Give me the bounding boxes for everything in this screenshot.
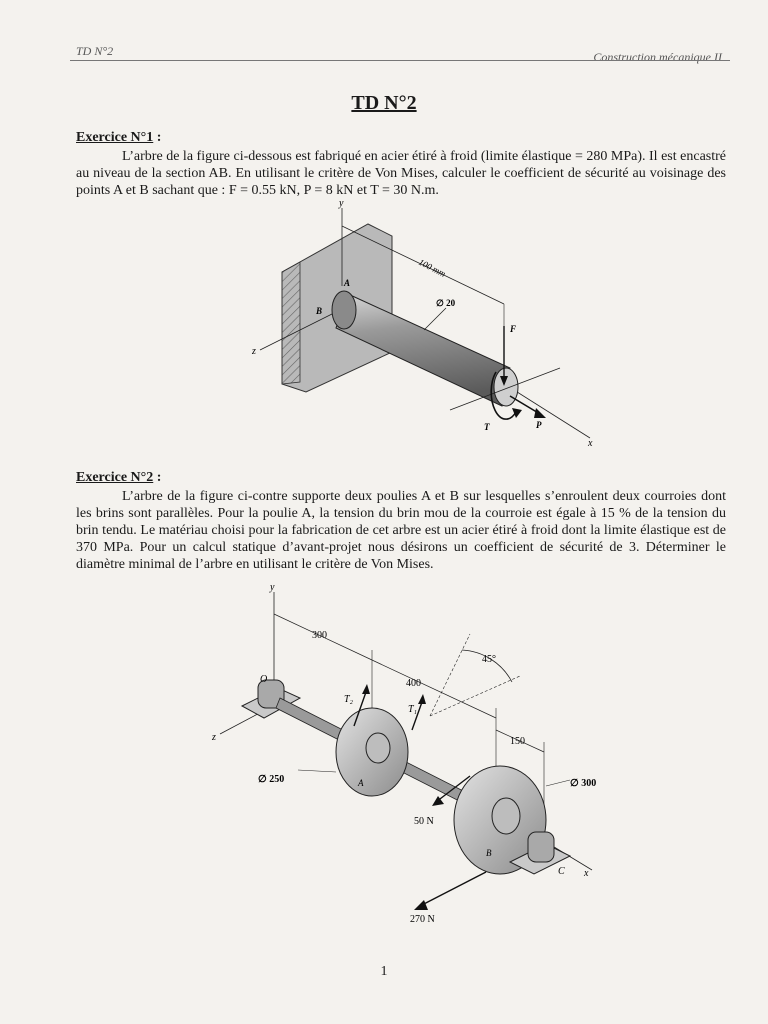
- angle-ref-line2: [430, 676, 520, 716]
- fig1-label-z: z: [252, 346, 256, 357]
- exercise1-text: L’arbre de la figure ci-dessous est fabriqué en acier étiré à froid (limite élastique = 280 MPa). Il est encastré au niveau de la section AB. En utilisant le critère de Von Mises, calculer le coefficient de sécurité au voisinage des points A et B sachant que : F = 0.55 kN, P = 8 kN et T = 30 N.m.: [76, 149, 726, 198]
- page-title: TD N°2: [351, 92, 417, 114]
- fig2-dim-150: 150: [510, 736, 525, 747]
- wall-hatch: [282, 262, 300, 384]
- fig2-label-C: C: [558, 866, 565, 877]
- fig1-label-length: 100 mm: [417, 256, 448, 279]
- fig1-label-A: A: [344, 278, 351, 288]
- exercise1-title-text: Exercice N°1: [76, 130, 154, 145]
- fig2-dia-A: ∅ 250: [258, 774, 285, 785]
- shaft-root: [332, 291, 356, 329]
- pulley-B-hub: [492, 798, 520, 834]
- fig1-label-diameter: ∅ 20: [436, 298, 456, 308]
- fig2-label-z: z: [212, 732, 216, 743]
- dia-B-leader: [546, 780, 570, 786]
- diameter-leader: [424, 308, 446, 330]
- shaft-end: [494, 368, 518, 406]
- fig1-label-P: P: [536, 420, 542, 430]
- fig1-label-y: y: [339, 198, 344, 209]
- header-left: TD N°2: [76, 44, 114, 58]
- fig1-label-x: x: [588, 438, 593, 449]
- header-rule: [70, 60, 730, 61]
- fig2-label-y: y: [270, 582, 275, 593]
- fig2-angle-45: 45°: [482, 654, 496, 665]
- fig2-label-x: x: [584, 868, 589, 879]
- fig2-label-T1: T₁: [408, 704, 418, 715]
- force-T2-head: [362, 684, 370, 694]
- fig2-label-B: B: [486, 848, 492, 858]
- exercise2-title-text: Exercice N°2: [76, 470, 154, 485]
- exercise2-title-suffix: :: [153, 470, 162, 485]
- fig1-label-B: B: [316, 306, 323, 316]
- fig2-force-50N: 50 N: [414, 816, 434, 827]
- fig2-dia-B: ∅ 300: [570, 778, 597, 789]
- fig2-dim-300: 300: [312, 630, 327, 641]
- fig1-label-T: T: [484, 422, 490, 432]
- fig2-label-O: O: [260, 674, 268, 685]
- fig2-label-A: A: [358, 778, 364, 788]
- angle-ref-line: [430, 634, 470, 716]
- exercise2-figure: [200, 580, 620, 930]
- exercise1-title-suffix: :: [153, 130, 162, 145]
- pulley-A-hub: [366, 733, 390, 763]
- header-right: Construction mécanique II: [593, 50, 722, 64]
- fig2-label-T2: T₂: [344, 694, 354, 705]
- exercise2-title: [76, 470, 161, 486]
- fig2-force-270N: 270 N: [410, 914, 435, 925]
- bearing-C-housing: [528, 832, 554, 862]
- page-number: 1: [380, 964, 388, 979]
- dia-A-leader: [298, 770, 336, 772]
- dim-400-line: [372, 660, 496, 718]
- exercise1-title: [76, 130, 161, 146]
- fig1-label-F: F: [510, 324, 517, 334]
- force-T1-head: [418, 694, 426, 704]
- fig2-dim-400: 400: [406, 678, 421, 689]
- exercise2-text: L’arbre de la figure ci-contre supporte deux poulies A et B sur lesquelles s’enroulent deux courroies dont les brins sont parallèles. Pour la poulie A, la tension du brin mou de la courroie est égale à 15 % de la tension du brin tendu. Le matériau choisi pour la fabrication de cet arbre est un acier étiré à froid dont la limite élastique est de 370 MPa. Pour un calcul statique d’avant-projet nous désirons un coefficient de sécurité de 3. Déterminer le diamètre minimal de l’arbre en utilisant le critère de Von Mises.: [76, 489, 726, 572]
- force-270N-head: [414, 900, 428, 910]
- force-270N-arrow: [420, 872, 486, 906]
- exercise1-figure: [240, 196, 600, 456]
